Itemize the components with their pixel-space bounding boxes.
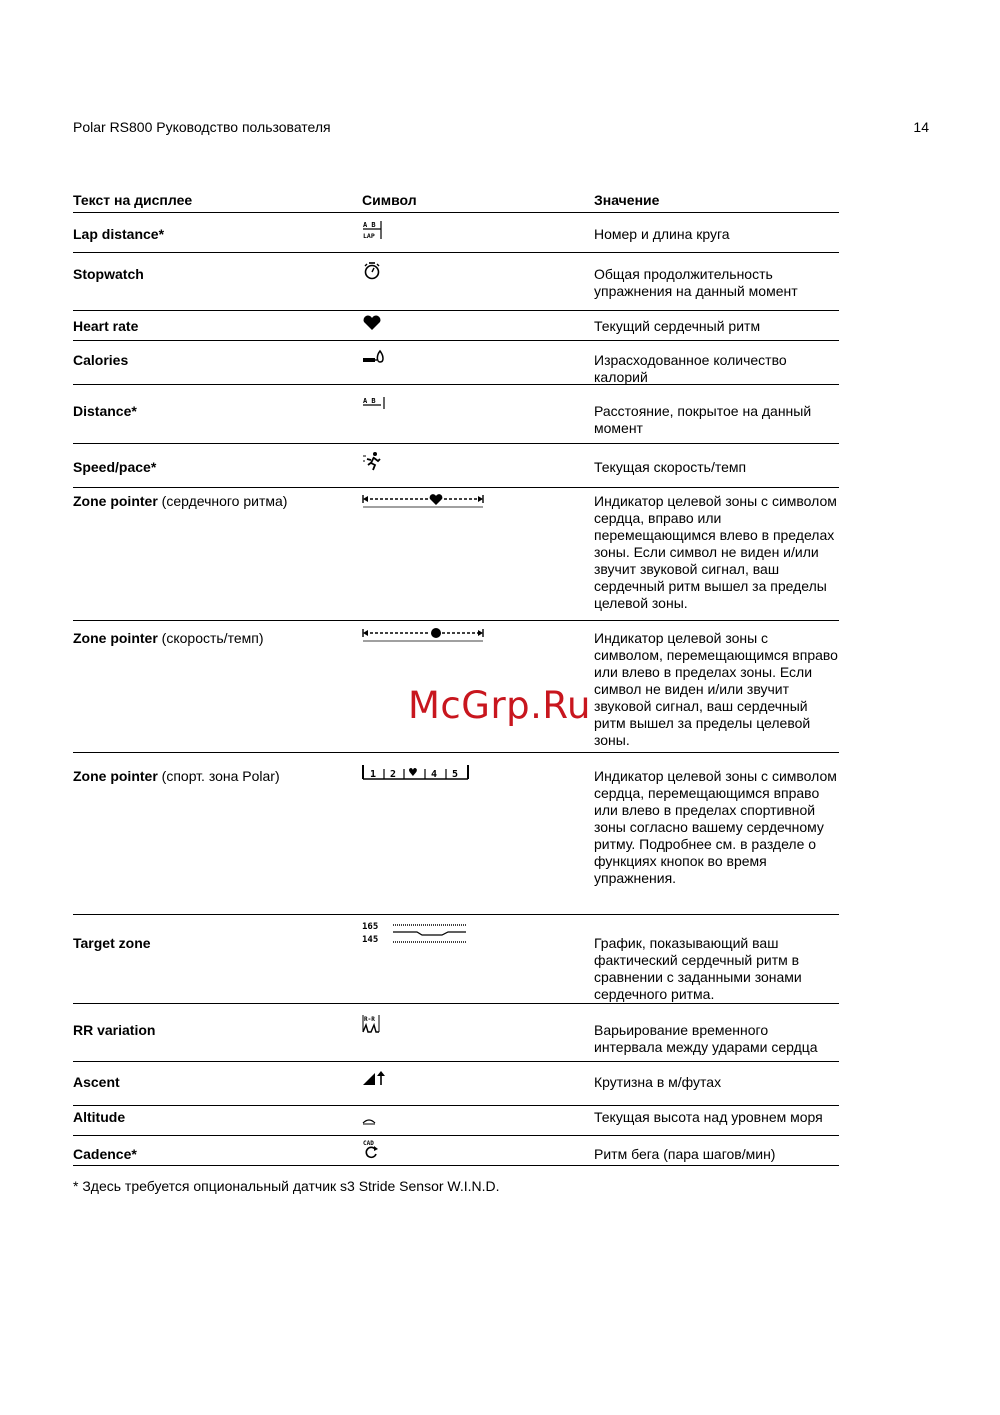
- watermark: McGrp.Ru: [408, 684, 591, 727]
- table-row: [73, 213, 839, 253]
- lap-distance-icon: [362, 219, 386, 241]
- table-row: [73, 488, 839, 621]
- row-meaning: Номер и длина круга: [594, 226, 730, 242]
- table-row: [73, 915, 839, 1004]
- lap-icon-top-label: A B: [363, 221, 376, 229]
- table-row: [73, 385, 839, 444]
- row-meaning: График, показывающий ваш фактический сердечный ритм в сравнении с заданными зонами сердечного ритма.: [594, 935, 802, 1002]
- row-name: Zone pointer: [73, 493, 158, 509]
- sport-zone-label: ♥: [408, 766, 418, 779]
- table-header: [73, 192, 839, 213]
- row-meaning: Крутизна в м/футах: [594, 1074, 722, 1090]
- table-row: [73, 1106, 839, 1136]
- row-meaning: Текущий сердечный ритм: [594, 318, 761, 334]
- row-meaning: Текущая скорость/темп: [594, 459, 747, 475]
- row-meaning: Израсходованное количество калорий: [594, 352, 787, 385]
- heart-icon: [362, 314, 384, 332]
- table-row: [73, 1136, 839, 1166]
- calories-icon: [362, 348, 386, 366]
- row-name: Target zone: [73, 935, 151, 951]
- table-row: [73, 753, 839, 915]
- column-header-display-text: Текст на дисплее: [73, 192, 193, 208]
- target-zone-graph-icon: [362, 921, 472, 947]
- row-meaning: Текущая высота над уровнем моря: [594, 1109, 823, 1125]
- row-name: Distance*: [73, 403, 137, 419]
- row-meaning: Индикатор целевой зоны с символом сердца, перемещающимся вправо или влево в пределах спортивной зоны согласно вашему сердечному ритму. Подробнее см. в разделе о функциях кнопок во время упражнения.: [594, 768, 837, 886]
- cadence-icon: [362, 1139, 384, 1159]
- ascent-icon: [362, 1070, 388, 1088]
- sport-zone-label: 1: [370, 769, 377, 780]
- table-row: [73, 253, 839, 311]
- row-meaning: Ритм бега (пара шагов/мин): [594, 1146, 776, 1162]
- footnote: * Здесь требуется опциональный датчик s3 Stride Sensor W.I.N.D.: [73, 1178, 500, 1194]
- hr-zone-pointer-icon: [362, 493, 488, 509]
- row-name: Calories: [73, 352, 129, 368]
- row-name-suffix: (сердечного ритма): [157, 493, 288, 509]
- column-header-meaning: Значение: [594, 192, 660, 208]
- document-title: Polar RS800 Руководство пользователя: [73, 119, 331, 135]
- row-meaning: Общая продолжительность упражнения на данный момент: [594, 266, 798, 299]
- table-row: [73, 444, 839, 488]
- runner-icon: [362, 451, 384, 471]
- table-row: [73, 311, 839, 341]
- table-row: [73, 1004, 839, 1062]
- cadence-icon-label: CAD: [363, 1140, 374, 1147]
- row-name: Heart rate: [73, 318, 139, 334]
- row-meaning: Расстояние, покрытое на данный момент: [594, 403, 812, 436]
- row-name: Lap distance*: [73, 226, 165, 242]
- table-row: [73, 341, 839, 385]
- row-name-suffix: (спорт. зона Polar): [157, 768, 280, 784]
- altitude-icon: [362, 1115, 382, 1129]
- lap-icon-bottom-label: LAP: [363, 232, 375, 240]
- target-zone-high: 165: [362, 922, 379, 932]
- row-meaning: Индикатор целевой зоны с символом сердца, вправо или перемещающимся влево в пределах зоны. Если символ не виден и/или звучит звуковой сигнал, ваш сердечный ритм вышел за пределы целевой зоны.: [594, 493, 837, 611]
- row-name: Altitude: [73, 1109, 126, 1125]
- row-name: Cadence*: [73, 1146, 137, 1162]
- stopwatch-icon: [362, 261, 384, 281]
- target-zone-low: 145: [362, 935, 379, 945]
- row-name: Speed/pace*: [73, 459, 157, 475]
- sport-zone-label: 5: [452, 769, 459, 780]
- symbols-table: [73, 192, 839, 1166]
- row-name: RR variation: [73, 1022, 156, 1038]
- row-name: Zone pointer: [73, 768, 158, 784]
- row-name: Ascent: [73, 1074, 120, 1090]
- sport-zone-pointer-icon: [362, 764, 472, 782]
- page-number: 14: [913, 119, 929, 135]
- row-name-suffix: (скорость/темп): [157, 630, 264, 646]
- table-row: [73, 1062, 839, 1106]
- row-name: Stopwatch: [73, 266, 144, 282]
- rr-variation-icon: [362, 1014, 386, 1036]
- distance-icon-label: A B: [363, 397, 376, 405]
- sport-zone-label: 2: [390, 769, 397, 780]
- sport-zone-label: 4: [431, 769, 438, 780]
- distance-icon: [362, 395, 388, 413]
- rr-icon-label: R-R: [364, 1016, 375, 1023]
- column-header-symbol: Символ: [362, 192, 417, 208]
- row-meaning: Индикатор целевой зоны с символом, перемещающимся вправо или влево в пределах зоны. Если символ не виден и/или звучит звуковой сигнал, ваш сердечный ритм вышел за пределы целевой зоны.: [594, 630, 838, 748]
- row-meaning: Варьирование временного интервала между ударами сердца: [594, 1022, 818, 1055]
- row-name: Zone pointer: [73, 630, 158, 646]
- speed-zone-pointer-icon: [362, 627, 488, 643]
